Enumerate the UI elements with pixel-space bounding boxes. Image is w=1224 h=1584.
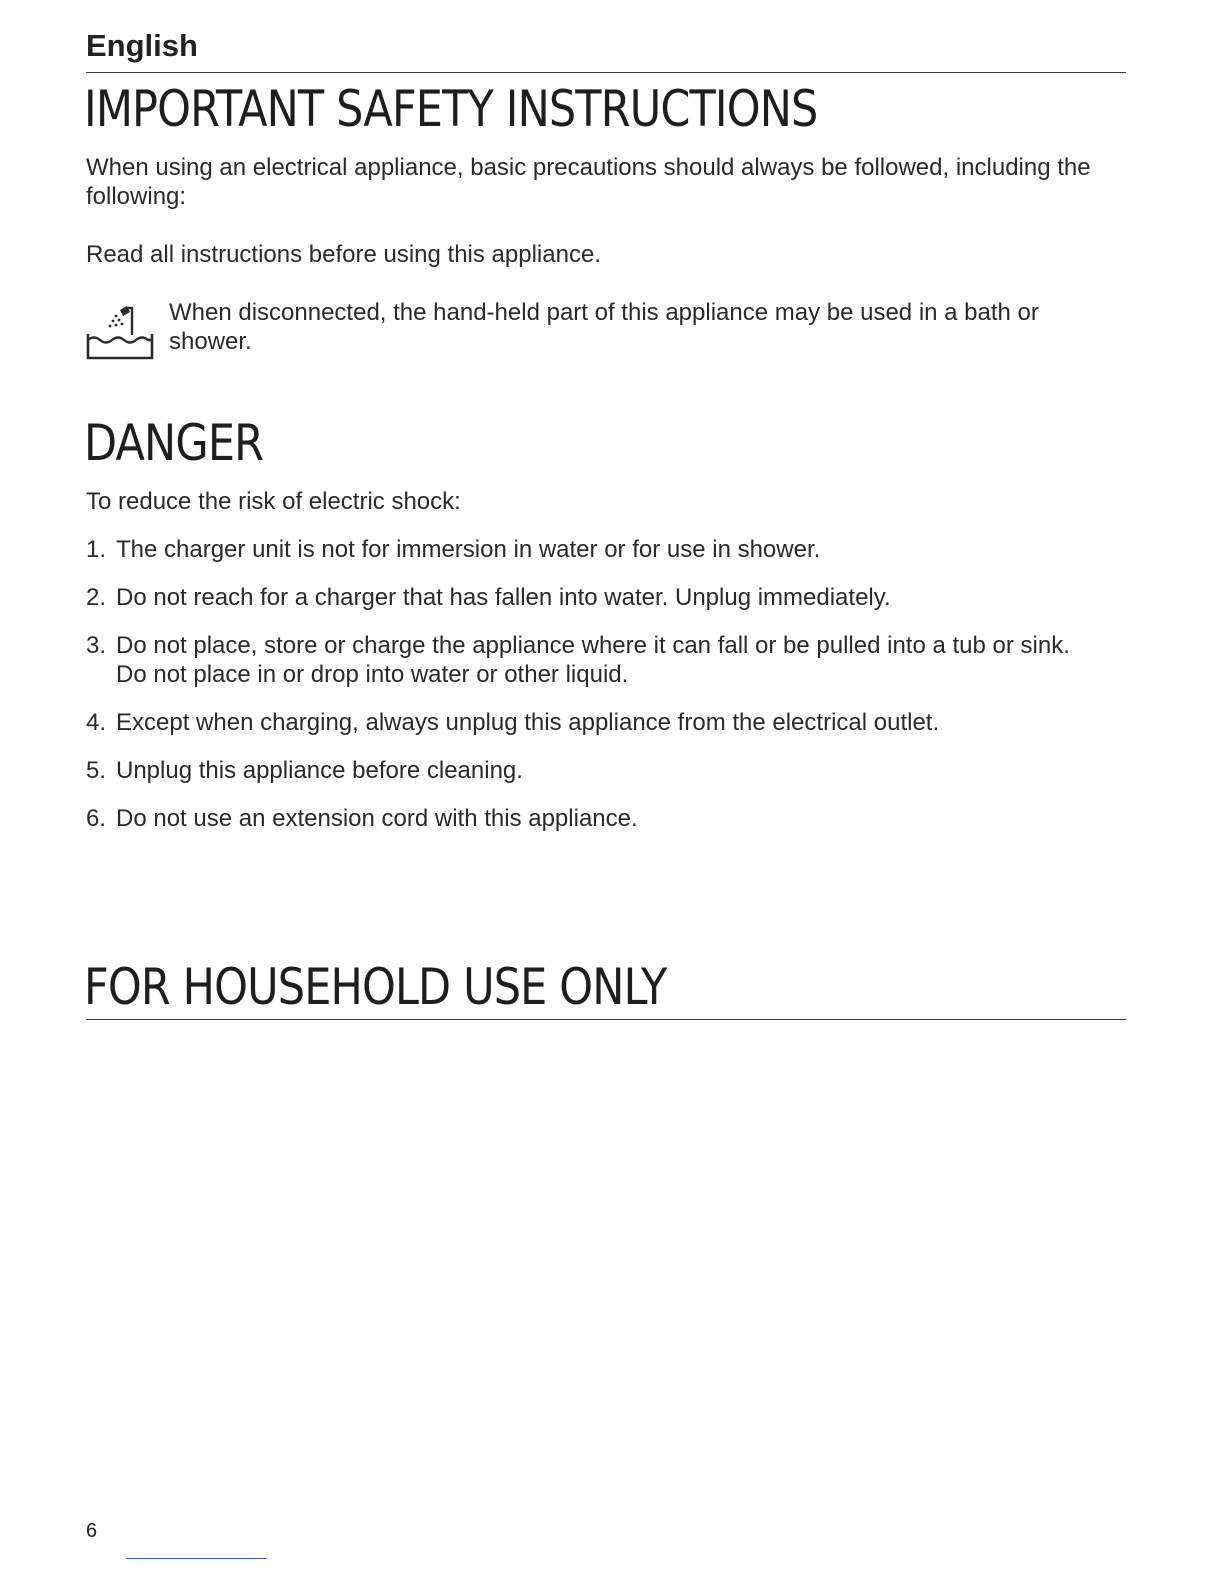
danger-intro: To reduce the risk of electric shock: bbox=[86, 488, 461, 515]
bottom-divider bbox=[86, 1019, 1126, 1020]
list-item bbox=[86, 756, 1126, 785]
page-number: 6 bbox=[86, 1520, 98, 1542]
list-item bbox=[86, 708, 1126, 737]
list-text: Except when charging, always unplug this appliance from the electrical outlet. bbox=[116, 709, 940, 736]
read-all-text: Read all instructions before using this appliance. bbox=[86, 241, 601, 268]
list-number: 1. bbox=[86, 536, 107, 563]
list-number: 6. bbox=[86, 805, 107, 832]
danger-heading: DANGER bbox=[84, 414, 264, 472]
bath-shower-icon bbox=[86, 302, 156, 362]
list-text: Do not use an extension cord with this appliance. bbox=[116, 805, 638, 832]
language-label: English bbox=[86, 28, 198, 63]
list-item bbox=[86, 583, 1126, 612]
list-text: The charger unit is not for immersion in water or for use in shower. bbox=[116, 536, 821, 563]
intro-text: When using an electrical appliance, basic precautions should always be followed, including the following: bbox=[86, 154, 1091, 210]
list-text: Do not reach for a charger that has fallen into water. Unplug immediately. bbox=[116, 584, 891, 611]
list-subtext: Do not place in or drop into water or other liquid. bbox=[116, 661, 629, 688]
top-divider bbox=[86, 72, 1126, 73]
list-number: 2. bbox=[86, 584, 107, 611]
household-heading: FOR HOUSEHOLD USE ONLY bbox=[84, 958, 667, 1016]
list-number: 3. bbox=[86, 632, 107, 659]
list-text: Unplug this appliance before cleaning. bbox=[116, 757, 523, 784]
list-item bbox=[86, 535, 1126, 564]
list-item bbox=[86, 631, 1126, 689]
danger-list bbox=[86, 535, 1126, 852]
list-item bbox=[86, 804, 1126, 833]
list-number: 5. bbox=[86, 757, 107, 784]
page-title: IMPORTANT SAFETY INSTRUCTIONS bbox=[84, 80, 818, 138]
bath-notice-text: When disconnected, the hand-held part of this appliance may be used in a bath or shower. bbox=[169, 299, 1039, 355]
footer-link-underline bbox=[126, 1558, 267, 1559]
list-number: 4. bbox=[86, 709, 107, 736]
list-text: Do not place, store or charge the appliance where it can fall or be pulled into a tub or sink. bbox=[116, 632, 1070, 659]
